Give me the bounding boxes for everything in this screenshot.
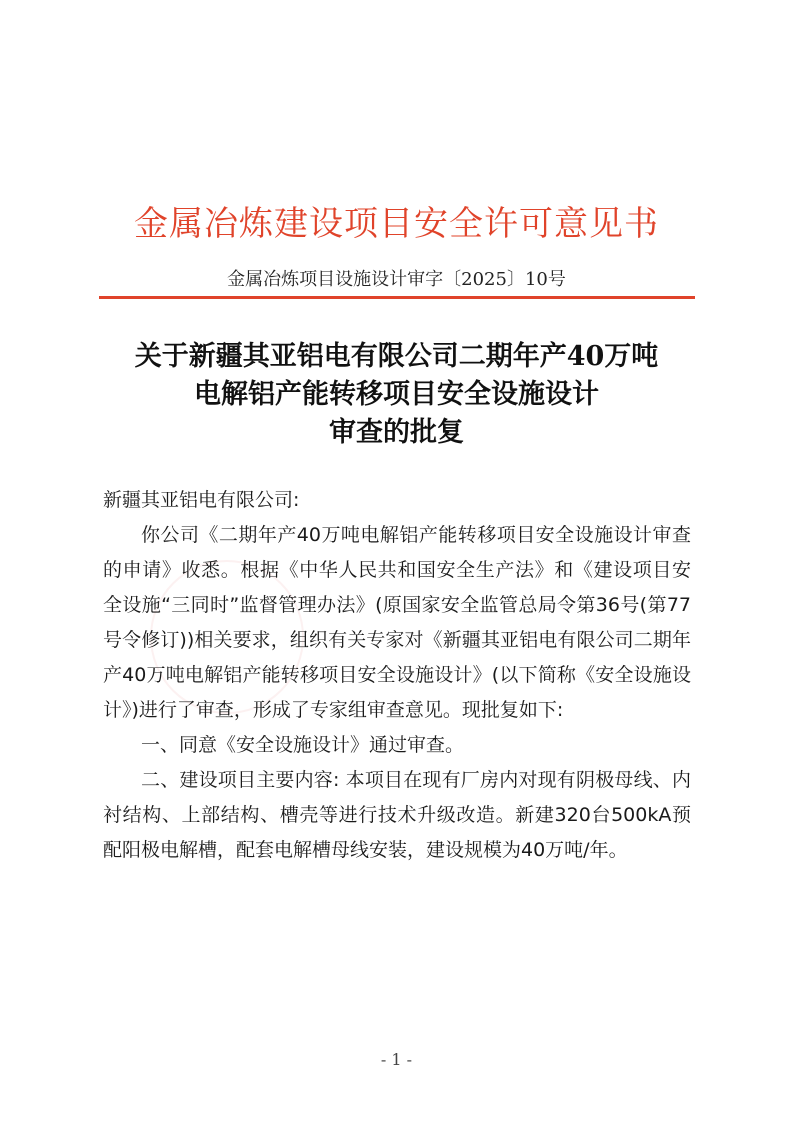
- subject-line-3: 审查的批复: [329, 417, 464, 448]
- addressee: 新疆其亚铝电有限公司:: [103, 489, 300, 511]
- document-body: [103, 483, 691, 868]
- document-subject: [0, 338, 793, 452]
- subject-line-2: 电解铝产能转移项目安全设施设计: [194, 379, 599, 410]
- body-paragraph-2: 一、同意《安全设施设计》通过审查。: [141, 734, 465, 756]
- subject-line-1: 关于新疆其亚铝电有限公司二期年产40万吨: [134, 341, 659, 372]
- page-number: - 1 -: [380, 1050, 413, 1069]
- body-paragraph-3: 二、建设项目主要内容: 本项目在现有厂房内对现有阴极母线、内衬结构、上部结构、槽壳等进行技术升级改造。新建320台500kA预配阳极电解槽，配套电解槽母线安装，建设规模为40万吨/年。: [103, 769, 691, 861]
- header-red-rule: [99, 296, 695, 299]
- document-number: 金属冶炼项目设施设计审字〔2025〕10号: [227, 269, 566, 290]
- body-paragraph-1: 你公司《二期年产40万吨电解铝产能转移项目安全设施设计审查的申请》收悉。根据《中华人民共和国安全生产法》和《建设项目安全设施“三同时”监督管理办法》(原国家安全监管总局令第36号(第77号令修订))相关要求，组织有关专家对《新疆其亚铝电有限公司二期年产40万吨电解铝产能转移项目安全设施设计》(以下简称《安全设施设计》)进行了审查，形成了专家组审查意见。现批复如下:: [103, 524, 691, 721]
- document-header-title: 金属冶炼建设项目安全许可意见书: [134, 204, 659, 244]
